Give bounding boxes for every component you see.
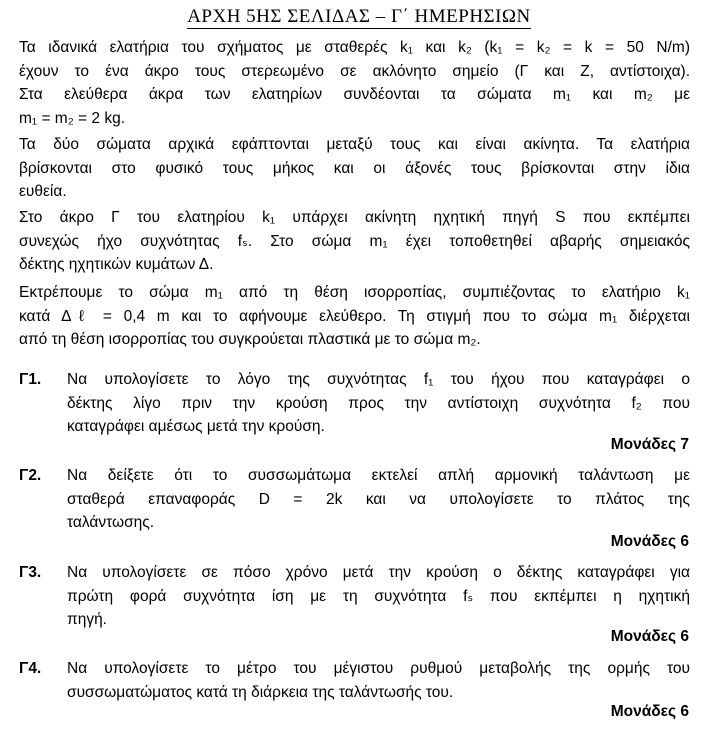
text-line: βρίσκονται στο φυσικό τους μήκος και οι άξονές τους βρίσκονται στην ίδια (19, 159, 690, 177)
text-line: δέκτης λίγο πριν την κρούση προς την αντίστοιχη συχνότητα f₂ που (67, 394, 690, 412)
text-line: Να δείξετε ότι το συσσωμάτωμα εκτελεί απλή αρμονική ταλάντωση με (67, 467, 690, 484)
page-header-text: ΑΡΧΗ 5ΗΣ ΣΕΛΙΔΑΣ – Γ΄ ΗΜΕΡΗΣΙΩΝ (187, 6, 531, 27)
text-line: ταλάντωσης. (67, 514, 155, 531)
text-line: κατά Δℓ = 0,4 m και το αφήνουμε ελεύθερο. Τη στιγμή που το σώμα m₁ διέρχεται (19, 307, 690, 325)
text-line: πρώτη φορά συχνότητα ίση με τη συχνότητα fₛ που εκπέμπει η ηχητική (67, 587, 690, 605)
paragraph-displacement (19, 281, 690, 352)
text-line: από τη θέση ισορροπίας του συγκρούεται πλαστικά με το σώμα m₂. (19, 331, 481, 348)
question-text (67, 561, 690, 632)
question-text (67, 368, 690, 439)
text-line: έχουν το ένα άκρο τους στερεωμένο σε ακλόνητο σημείο (Γ και Ζ, αντίστοιχα). (19, 62, 690, 80)
question-text (67, 464, 690, 535)
text-line: m₁ = m₂ = 2 kg. (19, 109, 126, 127)
text-line: συσσωματώματος κατά τη διάρκεια της ταλάντωσής του. (67, 683, 454, 701)
question-label: Γ3. (19, 564, 42, 581)
text-line: Να υπολογίσετε το μέτρο του μέγιστου ρυθμού μεταβολής της ορμής του (67, 660, 690, 677)
text-line: Στα ελεύθερα άκρα των ελατηρίων συνδέονται τα σώματα m₁ και m₂ με (19, 86, 690, 103)
text-line: πηγή. (67, 611, 107, 628)
paragraph-sound-source (19, 206, 690, 277)
question-label: Γ2. (19, 467, 42, 484)
text-line: καταγράφει αμέσως μετά την κρούση. (67, 418, 325, 435)
paragraph-springs (19, 36, 690, 130)
text-line: Εκτρέπουμε το σώμα m₁ από τη θέση ισορροπίας, συμπιέζοντας το ελατήριο k₁ (19, 284, 690, 301)
text-line: σταθερά επαναφοράς D = 2k και να υπολογίσετε το πλάτος της (67, 490, 690, 508)
text-line: δέκτης ηχητικών κυμάτων Δ. (19, 256, 214, 273)
text-line: Τα ιδανικά ελατήρια του σχήματος με σταθερές k₁ και k₂ (k₁ = k₂ = k = 50 N/m) (19, 39, 690, 56)
question-label: Γ4. (19, 660, 42, 677)
marks-g2: Μονάδες 6 (610, 533, 689, 550)
marks-g3: Μονάδες 6 (610, 628, 689, 645)
text-line: Να υπολογίσετε σε πόσο χρόνο μετά την κρούση ο δέκτης καταγράφει για (67, 564, 690, 581)
text-line: Στο άκρο Γ του ελατηρίου k₁ υπάρχει ακίνητη ηχητική πηγή S που εκπέμπει (19, 209, 690, 226)
paragraph-initial-state (19, 133, 690, 204)
text-line: ευθεία. (19, 183, 67, 200)
text-line: Τα δύο σώματα αρχικά εφάπτονται μεταξύ τους και είναι ακίνητα. Τα ελατήρια (19, 136, 690, 153)
page-header (0, 6, 718, 28)
marks-g1: Μονάδες 7 (610, 436, 689, 453)
question-label: Γ1. (19, 371, 42, 388)
text-line: Να υπολογίσετε το λόγο της συχνότητας f₁ του ήχου που καταγράφει ο (67, 371, 690, 388)
text-line: συνεχώς ήχο συχνότητας fₛ. Στο σώμα m₁ έχει τοποθετηθεί αβαρής σημειακός (19, 232, 690, 250)
question-text (67, 657, 690, 704)
marks-g4: Μονάδες 6 (610, 703, 689, 720)
